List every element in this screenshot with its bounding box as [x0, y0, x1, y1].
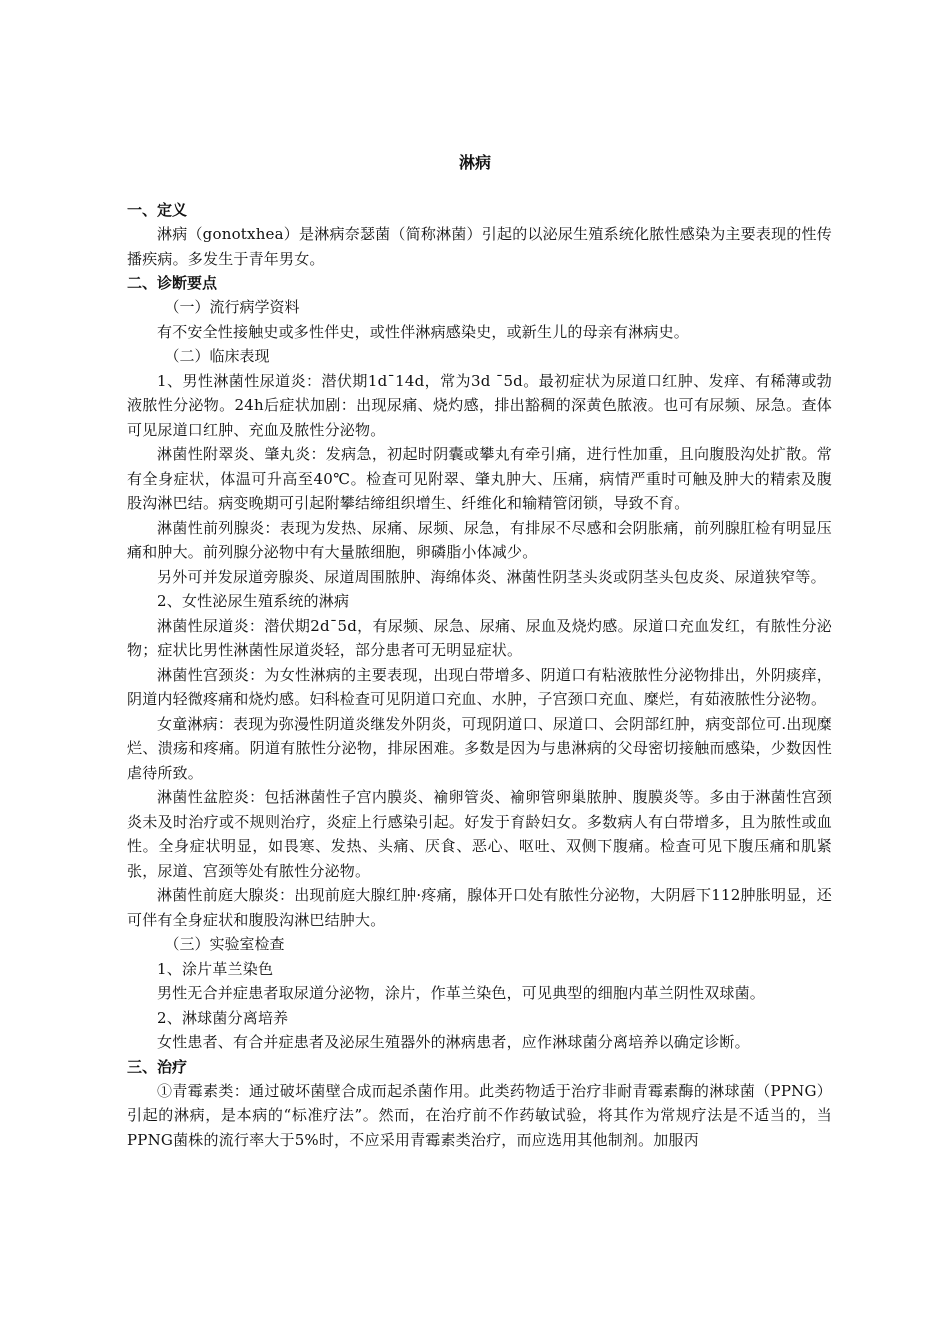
paragraph: 淋菌性附翠炎、肇丸炎：发病急，初起时阴囊或攀丸有牵引痛，进行性加重，且向腹股沟处扩散。常有全身症状，体温可升高至40℃。检查可见附翠、肇丸肿大、压痛，病情严重时可触及肿大的精索及腹股沟淋巴结。病变晚期可引起附攀结缔组织增生、纤维化和输精管闭锁，导致不育。 [127, 445, 832, 512]
document-body [127, 198, 832, 1152]
subheading-clinical: （二）临床表现 [164, 347, 270, 365]
paragraph: 另外可并发尿道旁腺炎、尿道周围脓肿、海绵体炎、淋菌性阴茎头炎或阴茎头包皮炎、尿道狭窄等。 [157, 567, 826, 586]
paragraph: 淋菌性前庭大腺炎：出现前庭大腺红肿·疼痛，腺体开口处有脓性分泌物，大阴唇下112肿胀明显，还可伴有全身症状和腹股沟淋巴结肿大。 [127, 886, 832, 929]
paragraph: 2、女性泌尿生殖系统的淋病 [157, 592, 350, 610]
paragraph: 有不安全性接触史或多性伴史，或性伴淋病感染史，或新生儿的母亲有淋病史。 [157, 322, 690, 341]
paragraph: 淋菌性宫颈炎：为女性淋病的主要表现，出现白带增多、阴道口有粘液脓性分泌物排出，外阴痰痒，阴道内轻微疼痛和烧灼感。妇科检查可见阴道口充血、水肿，子宫颈口充血、糜烂，有茹液脓性分泌物。 [127, 665, 832, 708]
section-heading-definition: 一、定义 [127, 201, 188, 219]
page-title: 淋病 [458, 153, 491, 172]
paragraph: 男性无合并症患者取尿道分泌物，涂片，作革兰染色，可见典型的细胞内革兰阴性双球菌。 [157, 984, 766, 1002]
paragraph: 女童淋病：表现为弥漫性阴道炎继发外阴炎，可现阴道口、尿道口、会阴部红肿，病变部位可.出现糜烂、溃疡和疼痛。阴道有脓性分泌物，排尿困难。多数是因为与患淋病的父母密切接触而感染，少数因性虐待所致。 [127, 714, 832, 782]
paragraph: 淋菌性前列腺炎：表现为发热、尿痛、尿频、尿急，有排尿不尽感和会阴胀痛，前列腺肛检有明显压痛和肿大。前列腺分泌物中有大量脓细胞，卵磷脂小体减少。 [127, 518, 832, 561]
paragraph: 淋病（gonotxhea）是淋病奈瑟菌（简称淋菌）引起的以泌尿生殖系统化脓性感染为主要表现的性传播疾病。多发生于青年男女。 [127, 225, 832, 268]
paragraph: 女性患者、有合并症患者及泌尿生殖器外的淋病患者，应作淋球菌分离培养以确定诊断。 [157, 1033, 750, 1051]
paragraph: 淋菌性尿道炎：潜伏期2d¯5d，有尿频、尿急、尿痛、尿血及烧灼感。尿道口充血发红，有脓性分泌物；症状比男性淋菌性尿道炎轻，部分患者可无明显症状。 [127, 616, 832, 659]
paragraph: ①青霉素类：通过破坏菌壁合成而起杀菌作用。此类药物适于治疗非耐青霉素酶的淋球菌（PPNG）引起的淋病，是本病的“标准疗法”。然而，在治疗前不作药敏试验，将其作为常规疗法是不适当的，当PPNG菌株的流行率大于5%时，不应采用青霉素类治疗，而应选用其他制剂。加服丙 [127, 1081, 832, 1149]
paragraph: 1、男性淋菌性尿道炎：潜伏期1d¯14d，常为3d ¯5d。最初症状为尿道口红肿、发痒、有稀薄或勃液脓性分泌物。24h后症状加剧：出现尿痛、烧灼感，排出豁稠的深黄色脓液。也可有尿频、尿急。查体可见尿道口红肿、充血及脓性分泌物。 [127, 371, 832, 439]
subheading-epidemiology: （一）流行病学资料 [164, 298, 300, 316]
section-heading-diagnosis: 二、诊断要点 [127, 274, 218, 292]
paragraph: 淋菌性盆腔炎：包括淋菌性子宫内膜炎、褕卵管炎、褕卵管卵巢脓肿、腹膜炎等。多由于淋菌性宫颈炎未及时治疗或不规则治疗，炎症上行感染引起。好发于育龄妇女。多数病人有白带增多，且为脓性或血性。全身症状明显，如畏寒、发热、头痛、厌食、恶心、呕吐、双侧下腹痛。检查可见下腹压痛和肌紧张，尿道、宫颈等处有脓性分泌物。 [127, 788, 832, 880]
paragraph: 2、淋球菌分离培养 [157, 1008, 289, 1027]
subheading-lab: （三）实验室检查 [164, 935, 285, 953]
paragraph: 1、涂片革兰染色 [157, 959, 274, 978]
section-heading-treatment: 三、治疗 [127, 1057, 188, 1076]
